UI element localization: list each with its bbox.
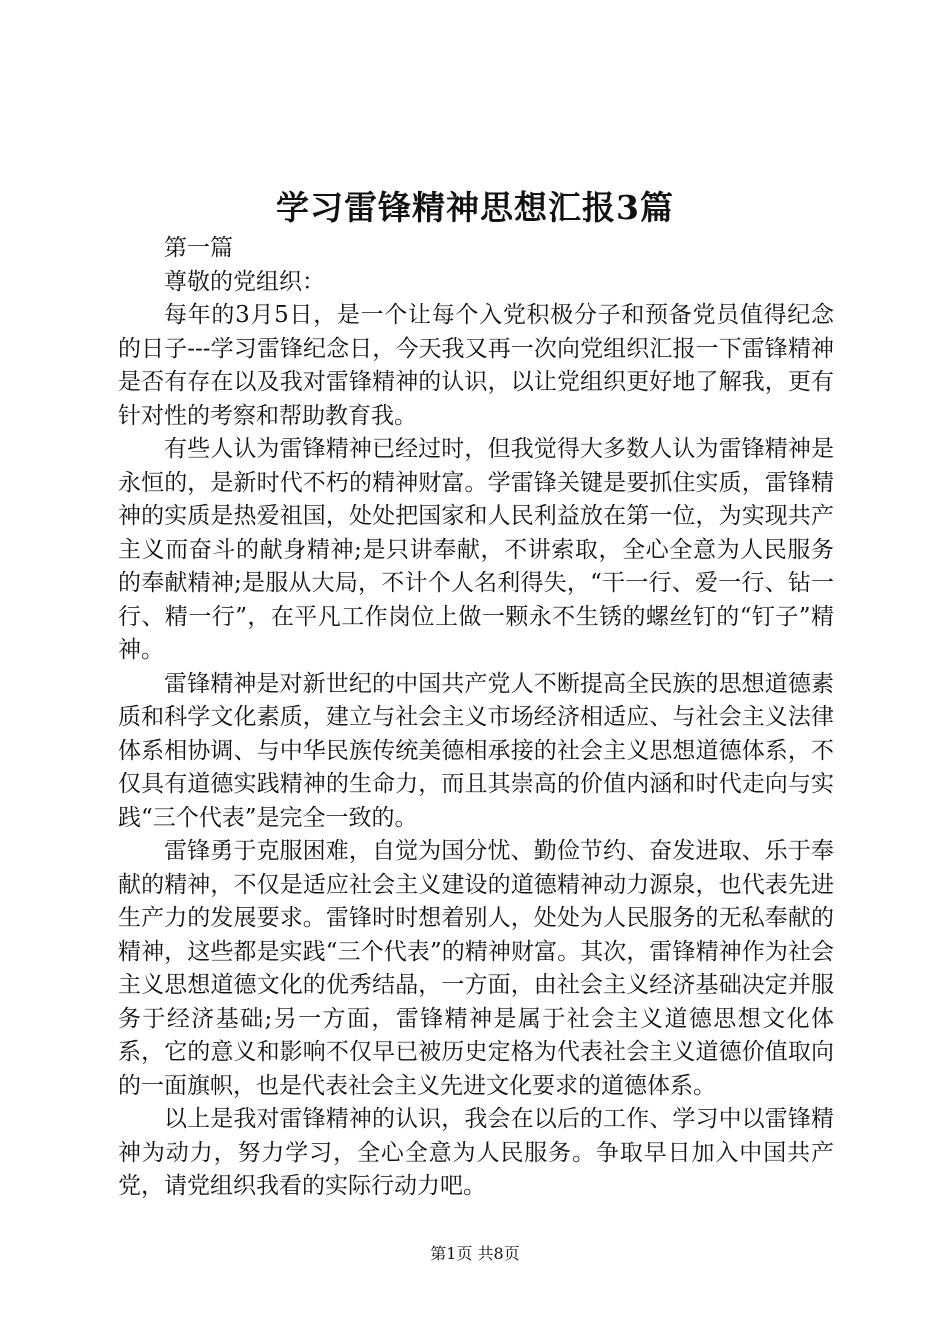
paragraph-2: 有些人认为雷锋精神已经过时，但我觉得大多数人认为雷锋精神是永恒的，是新时代不朽的精神财富。学雷锋关键是要抓住实质，雷锋精神的实质是热爱祖国，处处把国家和人民利益放在第一位，为实现共产主义而奋斗的献身精神;是只讲奉献，不讲索取，全心全意为人民服务的奉献精神;是服从大局，不计个人名利得失，“干一行、爱一行、钻一行、精一行”，在平凡工作岗位上做一颗永不生锈的螺丝钉的“钉子”精神。 bbox=[118, 436, 834, 663]
page-footer: 第1页 共8页 bbox=[430, 1244, 520, 1263]
paragraph-1: 每年的3月5日，是一个让每个入党积极分子和预备党员值得纪念的日子---学习雷锋纪念日，今天我又再一次向党组织汇报一下雷锋精神是否有存在以及我对雷锋精神的认识，以让党组织更好地了解我，更有针对性的考察和帮助教育我。 bbox=[118, 302, 834, 429]
paragraph-4: 雷锋勇于克服困难，自觉为国分忧、勤俭节约、奋发进取、乐于奉献的精神，不仅是适应社会主义建设的道德精神动力源泉，也代表先进生产力的发展要求。雷锋时时想着别人，处处为人民服务的无私奉献的精神，这些都是实践“三个代表”的精神财富。其次，雷锋精神作为社会主义思想道德文化的优秀结晶，一方面，由社会主义经济基础决定并服务于经济基础;另一方面，雷锋精神是属于社会主义道德思想文化体系，它的意义和影响不仅早已被历史定格为代表社会主义道德价值取向的一面旗帜，也是代表社会主义先进文化要求的道德体系。 bbox=[118, 838, 834, 1099]
salutation: 尊敬的党组织： bbox=[164, 268, 325, 295]
paragraph-3: 雷锋精神是对新世纪的中国共产党人不断提高全民族的思想道德素质和科学文化素质，建立与社会主义市场经济相适应、与社会主义法律体系相协调、与中华民族传统美德相承接的社会主义思想道德体系，不仅具有道德实践精神的生命力，而且其崇高的价值内涵和时代走向与实践“三个代表”是完全一致的。 bbox=[118, 670, 834, 831]
document-body bbox=[118, 232, 834, 1204]
section-label: 第一篇 bbox=[164, 235, 233, 261]
document-title: 学习雷锋精神思想汇报3篇 bbox=[276, 188, 674, 227]
paragraph-5: 以上是我对雷锋精神的认识，我会在以后的工作、学习中以雷锋精神为动力，努力学习，全心全意为人民服务。争取早日加入中国共产党，请党组织我看的实际行动力吧。 bbox=[118, 1106, 834, 1199]
